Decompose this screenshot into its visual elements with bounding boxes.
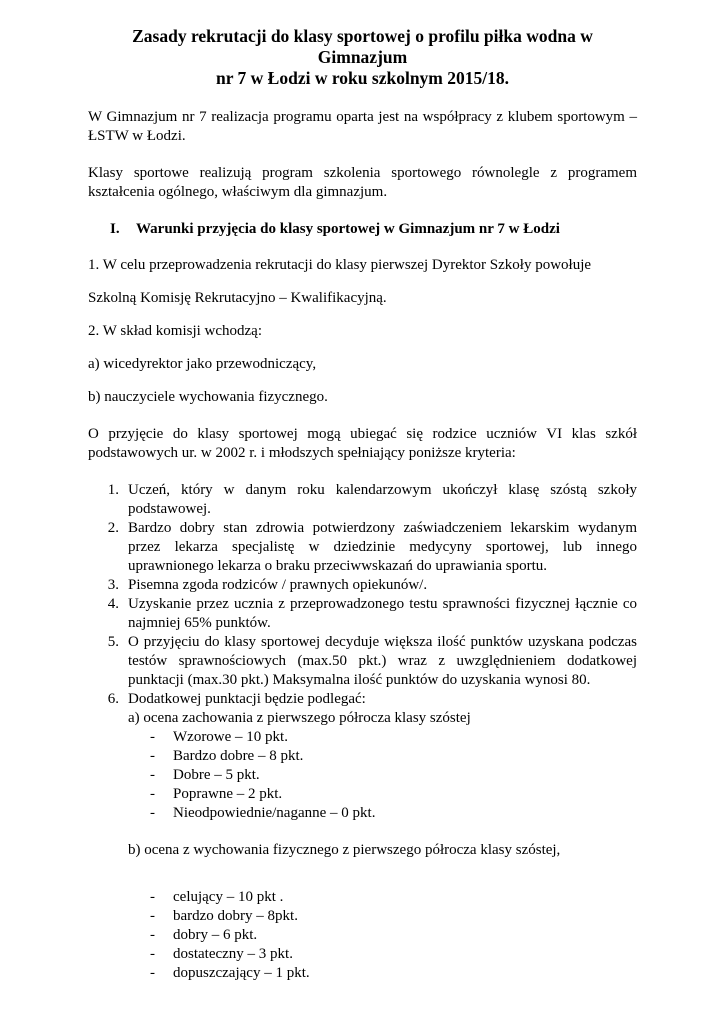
list-text: Bardzo dobre – 8 pkt. (173, 748, 304, 764)
list-item (150, 907, 637, 926)
list-number: 4. (107, 596, 119, 612)
dash-bullet: - (150, 927, 155, 943)
list-item (150, 945, 637, 964)
section-number: I. (110, 221, 120, 237)
list-text: Pisemna zgoda rodziców / prawnych opiekunów/. (128, 577, 428, 593)
list-text: Bardzo dobry stan zdrowia potwierdzony zaświadczeniem lekarskim wydanym przez lekarza specjalistę w dziedzinie medycyny sportowej, lub innego uprawnionego lekarza o braku przeciwwskazań do uprawiania sportu. (128, 520, 637, 574)
dash-bullet: - (150, 889, 155, 905)
list-text: Dobre – 5 pkt. (173, 767, 260, 783)
list-number: 6. (107, 691, 119, 707)
paragraph-member-a: a) wicedyrektor jako przewodniczący, (88, 356, 317, 372)
dash-bullet: - (150, 908, 155, 924)
list-text: dopuszczający – 1 pkt. (173, 965, 310, 981)
title-line-2: nr 7 w Łodzi w roku szkolnym 2015/18. (215, 68, 509, 88)
list-item (150, 888, 637, 907)
dash-bullet: - (150, 946, 155, 962)
list-number: 1. (107, 482, 119, 498)
list-item (150, 785, 637, 804)
list-text: Wzorowe – 10 pkt. (173, 729, 288, 745)
list-item (150, 804, 637, 823)
list-text: Dodatkowej punktacji będzie podlegać: (128, 691, 366, 707)
list-number: 5. (107, 634, 119, 650)
list-item (150, 747, 637, 766)
paragraph-members: 2. W skład komisji wchodzą: (88, 323, 263, 339)
pe-grade-list (150, 888, 637, 983)
list-number: 2. (107, 520, 119, 536)
dash-bullet: - (150, 965, 155, 981)
list-text: Poprawne – 2 pkt. (173, 786, 283, 802)
list-item (150, 728, 637, 747)
title-line-1: Zasady rekrutacji do klasy sportowej o profilu piłka wodna w Gimnazjum (132, 26, 593, 67)
list-text: celujący – 10 pkt . (173, 889, 284, 905)
section-heading (110, 220, 637, 239)
dash-bullet: - (150, 748, 155, 764)
list-text: Uzyskanie przez ucznia z przeprowadzonego testu sprawności fizycznej łącznie co najmniej 65% punktów. (128, 596, 637, 631)
list-text: O przyjęciu do klasy sportowej decyduje większa ilość punktów uzyskana podczas testów sprawnościowych (max.50 pkt.) wraz z uwzględnieniem dodatkowej punktacji (max.30 pkt.) Maksymalna ilość punktów do uzyskania wynosi 80. (128, 634, 637, 688)
list-item (150, 964, 637, 983)
page-title (88, 26, 637, 89)
list-text: bardzo dobry – 8pkt. (173, 908, 298, 924)
list-item (88, 633, 637, 690)
criteria-list (88, 481, 637, 709)
list-text: Nieodpowiednie/naganne – 0 pkt. (173, 805, 376, 821)
paragraph-commission-name: Szkolną Komisję Rekrutacyjno – Kwalifikacyjną. (88, 290, 387, 306)
list-item (88, 519, 637, 576)
dash-bullet: - (150, 786, 155, 802)
paragraph-commission: 1. W celu przeprowadzenia rekrutacji do klasy pierwszej Dyrektor Szkoły powołuje (88, 257, 592, 273)
extra-a-heading: a) ocena zachowania z pierwszego półrocza klasy szóstej (128, 710, 471, 726)
list-item (88, 576, 637, 595)
list-text: dobry – 6 pkt. (173, 927, 258, 943)
dash-bullet: - (150, 767, 155, 783)
list-item (88, 481, 637, 519)
extra-b-heading: b) ocena z wychowania fizycznego z pierwszego półrocza klasy szóstej, (128, 842, 561, 858)
list-item (88, 690, 637, 709)
dash-bullet: - (150, 729, 155, 745)
paragraph-member-b: b) nauczyciele wychowania fizycznego. (88, 389, 328, 405)
list-text: Uczeń, który w danym roku kalendarzowym ukończył klasę szóstą szkoły podstawowej. (128, 482, 637, 517)
intro-paragraph-2: Klasy sportowe realizują program szkolenia sportowego równolegle z programem kształcenia ogólnego, właściwym dla gimnazjum. (88, 165, 637, 200)
paragraph-eligibility: O przyjęcie do klasy sportowej mogą ubiegać się rodzice uczniów VI klas szkół podstawowych ur. w 2002 r. i młodszych spełniający poniższe kryteria: (88, 426, 637, 461)
list-text: dostateczny – 3 pkt. (173, 946, 293, 962)
section-title: Warunki przyjęcia do klasy sportowej w Gimnazjum nr 7 w Łodzi (136, 221, 560, 237)
list-item (150, 926, 637, 945)
dash-bullet: - (150, 805, 155, 821)
list-item (88, 595, 637, 633)
intro-paragraph-1: W Gimnazjum nr 7 realizacja programu oparta jest na współpracy z klubem sportowym – ŁSTW w Łodzi. (88, 109, 637, 144)
behaviour-grade-list (150, 728, 637, 823)
list-number: 3. (107, 577, 119, 593)
list-item (150, 766, 637, 785)
